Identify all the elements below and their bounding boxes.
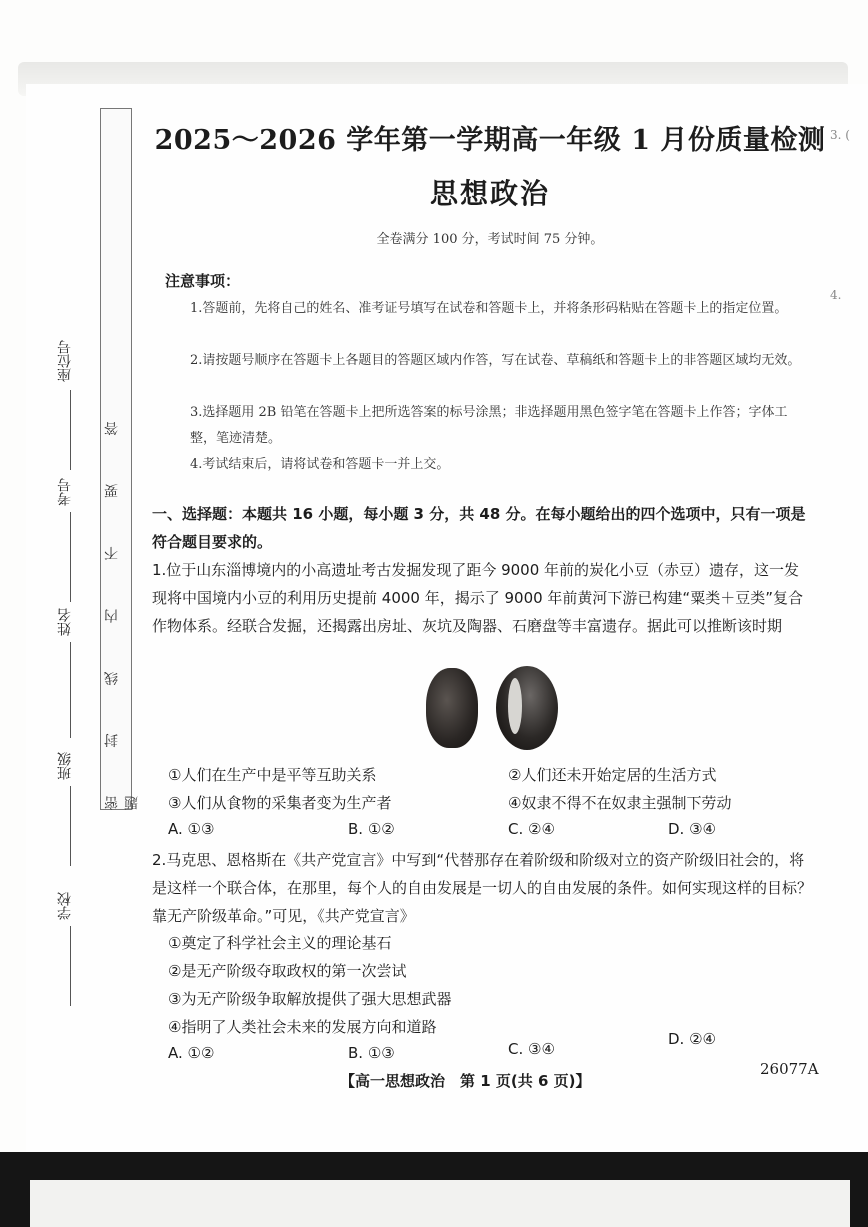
page-footer: 【高一思想政治 第 1 页(共 6 页)】 [340, 1072, 591, 1090]
q1-statement-1: ①人们在生产中是平等互助关系 [168, 766, 377, 784]
note-3: 3.选择题用 2B 铅笔在答题卡上把所选答案的标号涂黑；非选择题用黑色签字笔在答题卡上作答；字体工整，笔迹清楚。 [190, 405, 788, 446]
q1-option-a: A. ①③ [168, 820, 215, 838]
question-1-stem: 1.位于山东淄博境内的小高遗址考古发掘发现了距今 9000 年前的炭化小豆（赤豆）遗存，这一发现将中国境内小豆的利用历史提前 4000 年，揭示了 9000 年前黄河下游已构建“粟类＋豆类”复合作物体系。经联合发掘，还揭露出房址、灰坑及陶器、石磨盘等丰富遗存。据此可以推断该时期 [152, 561, 803, 635]
seat-field: 座位号 [57, 340, 73, 382]
q2-option-d: D. ②④ [668, 1030, 716, 1048]
paper-code: 26077A [760, 1060, 819, 1078]
q2-statement-4: ④指明了人类社会未来的发展方向和道路 [168, 1018, 437, 1036]
bean-hilum [508, 678, 522, 734]
q2-option-b: B. ①③ [348, 1044, 395, 1062]
section-heading: 一、选择题：本题共 16 小题，每小题 3 分，共 48 分。在每小题给出的四个选项中，只有一项是符合题目要求的。 [152, 505, 806, 551]
exam-title: 2025～2026 学年第一学期高一年级 1 月份质量检测 [154, 125, 826, 156]
note-1: 1.答题前，先将自己的姓名、准考证号填写在试卷和答题卡上，并将条形码粘贴在答题卡上的指定位置。 [190, 301, 788, 316]
class-line [70, 786, 71, 866]
binding-warning: 密 封 线 内 不 要 答 题 [104, 399, 140, 810]
q1-option-c: C. ②④ [508, 820, 555, 838]
exam-info: 全卷满分 100 分，考试时间 75 分钟。 [376, 232, 604, 247]
q2-option-a: A. ①② [168, 1044, 215, 1062]
adzuki-bean-image-2 [496, 666, 558, 750]
q1-statement-2: ②人们还未开始定居的生活方式 [508, 766, 717, 784]
q1-option-d: D. ③④ [668, 820, 716, 838]
note-2: 2.请按题号顺序在答题卡上各题目的答题区域内作答，写在试卷、草稿纸和答题卡上的非答题区域均无效。 [190, 353, 801, 368]
q2-option-c: C. ③④ [508, 1040, 555, 1058]
subject-title: 思想政治 [429, 177, 550, 210]
question-2-stem: 2.马克思、恩格斯在《共产党宣言》中写到“代替那存在着阶级和阶级对立的资产阶级旧社会的，将是这样一个联合体，在那里，每个人的自由发展是一切人的自由发展的条件。如何实现这样的目标？靠无产阶级革命。”可见，《共产党宣言》 [152, 851, 813, 925]
school-field: 学校 [57, 892, 73, 920]
adzuki-bean-image-1 [426, 668, 478, 748]
school-line [70, 926, 71, 1006]
class-field: 班级 [57, 752, 73, 780]
exam-no-line [70, 512, 71, 602]
name-field: 姓名 [57, 608, 73, 636]
note-4: 4.考试结束后，请将试卷和答题卡一并上交。 [190, 457, 450, 472]
q2-statement-2: ②是无产阶级夺取政权的第一次尝试 [168, 962, 407, 980]
q1-statement-4: ④奴隶不得不在奴隶主强制下劳动 [508, 794, 732, 812]
q2-statement-3: ③为无产阶级争取解放提供了强大思想武器 [168, 990, 452, 1008]
next-page-mark-2: 4. [830, 288, 842, 302]
next-page-mark-1: 3. ( [830, 128, 850, 142]
q1-option-b: B. ①② [348, 820, 395, 838]
notes-title: 注意事项： [165, 272, 241, 290]
exam-no-field: 考号 [57, 478, 73, 506]
q2-statement-1: ①奠定了科学社会主义的理论基石 [168, 934, 392, 952]
seat-line [70, 390, 71, 470]
scan-bottom-surface [30, 1180, 850, 1227]
q1-statement-3: ③人们从食物的采集者变为生产者 [168, 794, 392, 812]
name-line [70, 642, 71, 738]
